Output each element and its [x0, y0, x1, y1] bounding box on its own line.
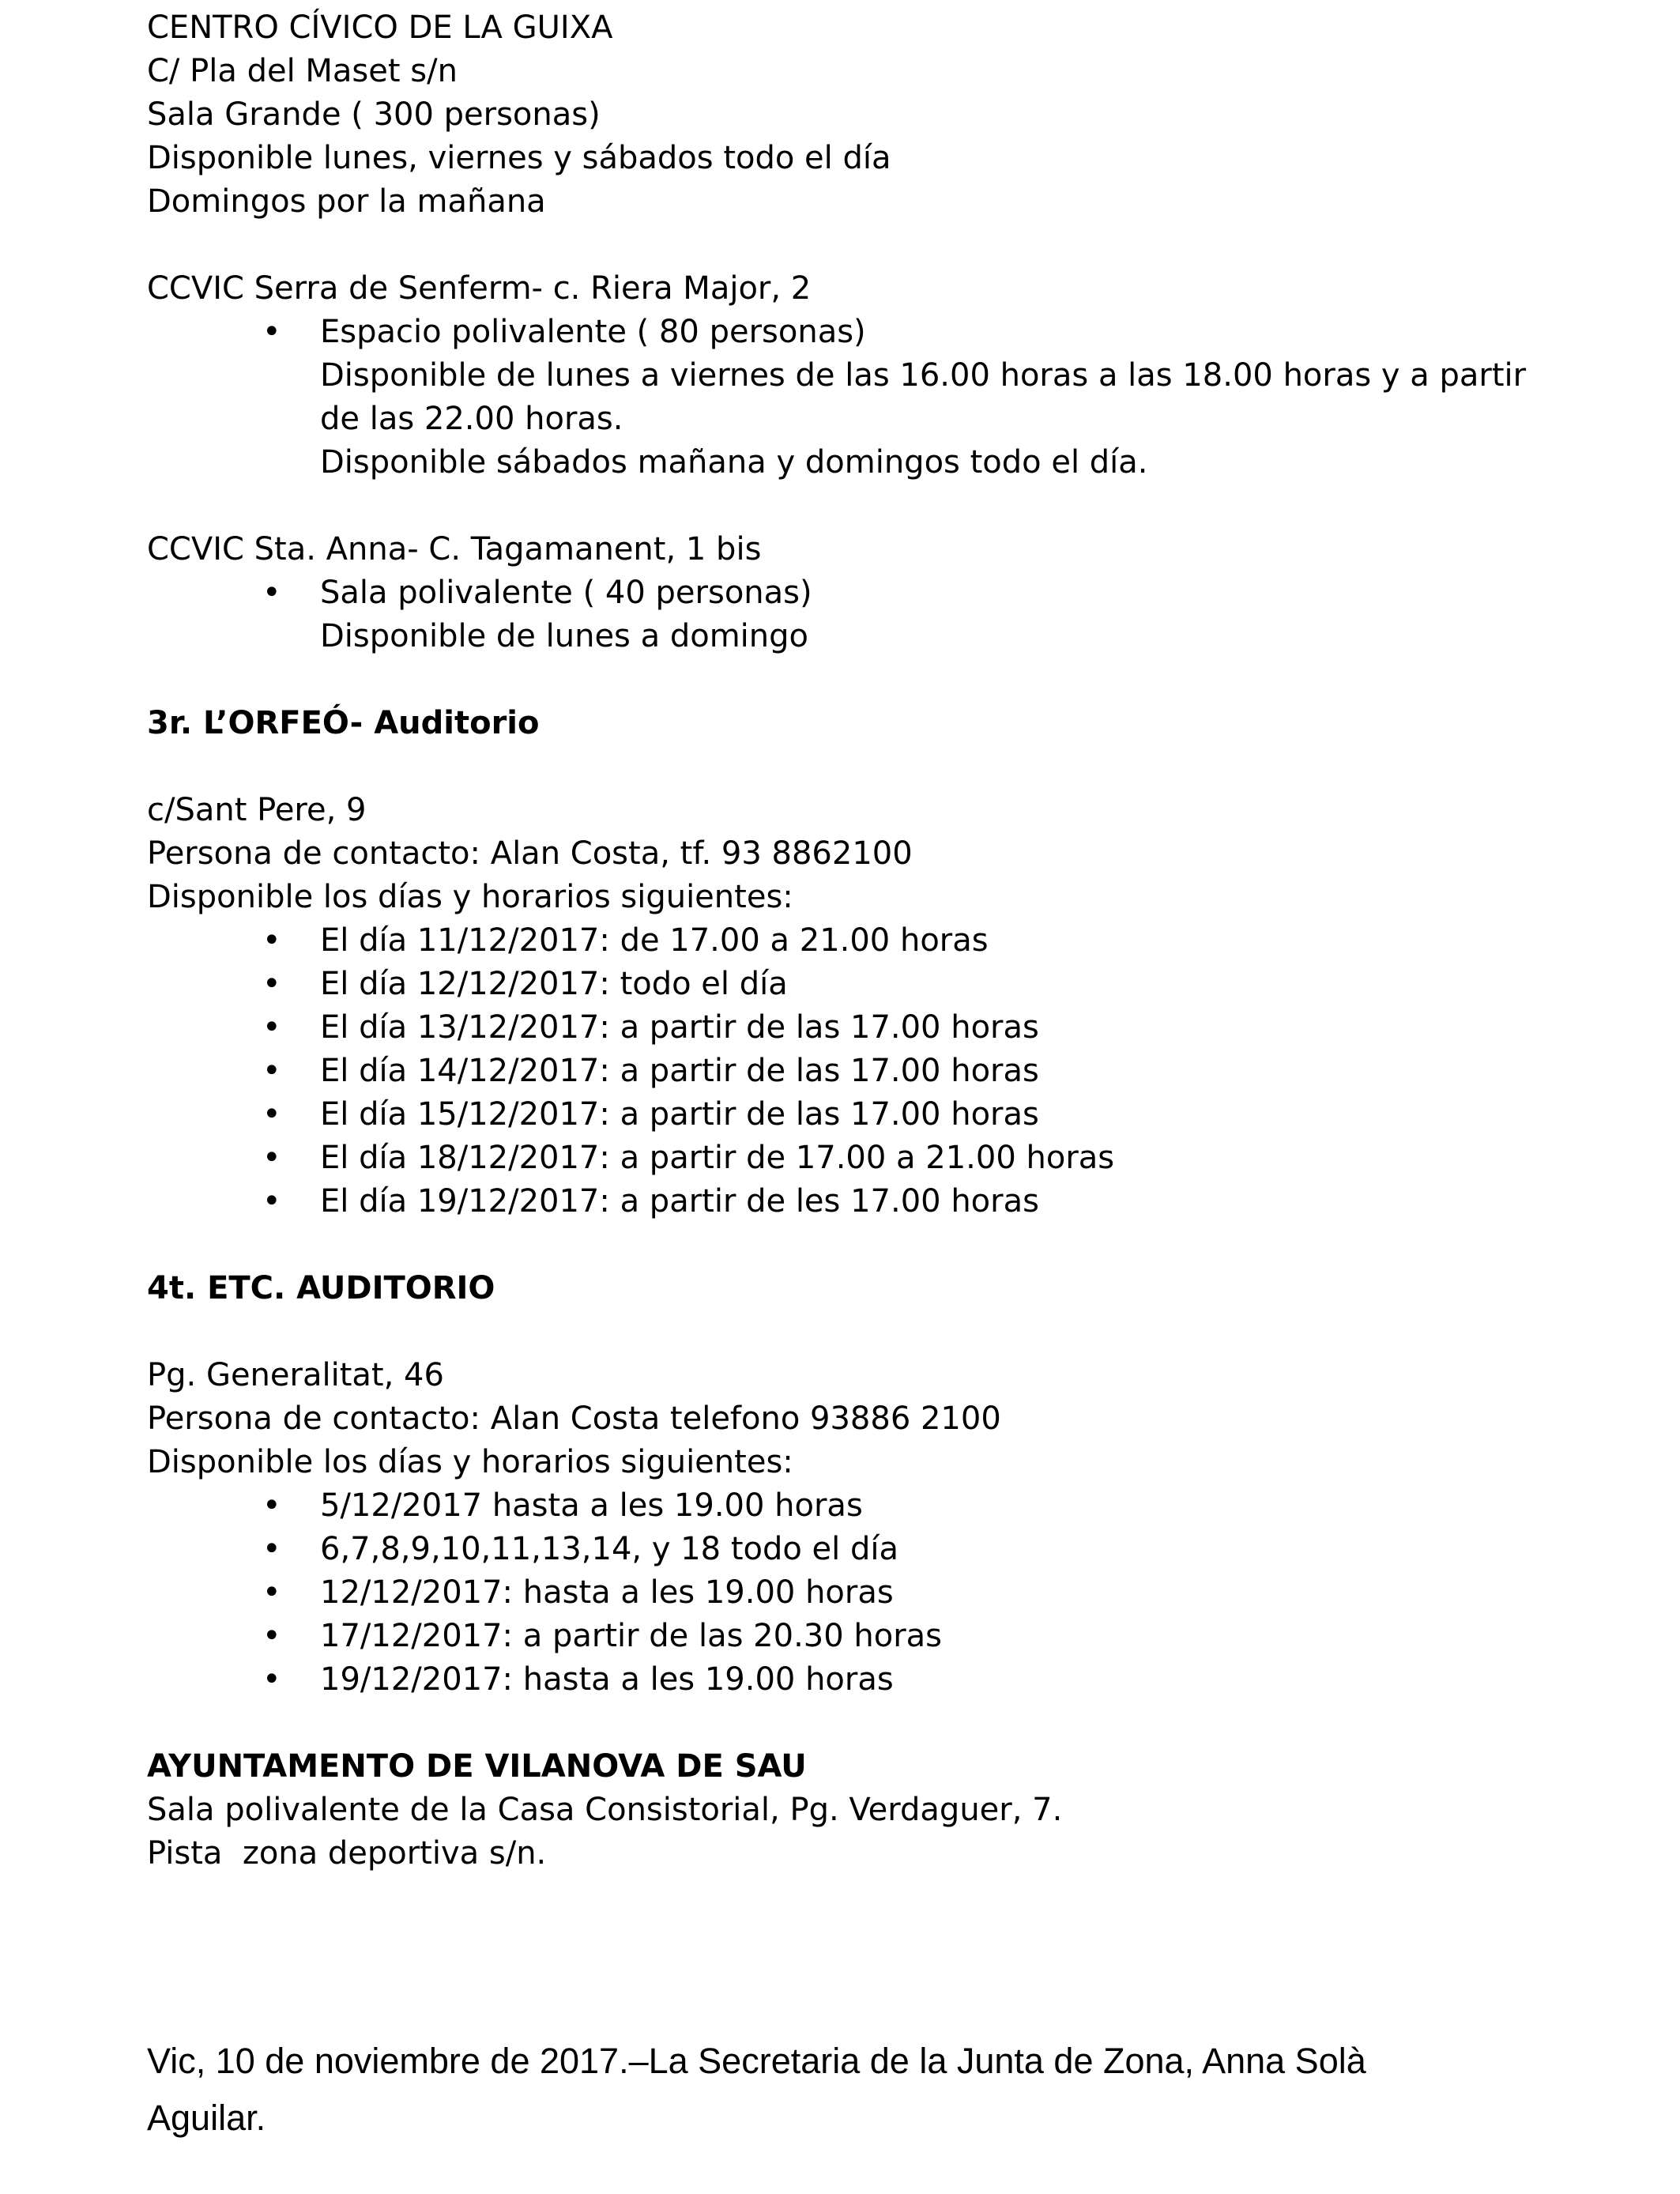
spacer — [147, 1310, 1617, 1354]
etc-intro: Disponible los días y horarios siguientes: — [147, 1444, 793, 1480]
list-item — [147, 1006, 1617, 1050]
guixa-availability-weekdays: Disponible lunes, viernes y sábados todo el día — [147, 140, 891, 176]
list-item — [147, 1093, 1617, 1137]
list-item — [147, 1137, 1617, 1180]
signature-line-2: Aguilar. — [147, 2098, 266, 2138]
schedule-item: 17/12/2017: a partir de las 20.30 horas — [320, 1618, 943, 1654]
etc-address: Pg. Generalitat, 46 — [147, 1357, 444, 1393]
schedule-item: El día 14/12/2017: a partir de las 17.00 horas — [320, 1053, 1039, 1089]
bullet-icon: • — [262, 1096, 281, 1133]
spacer — [147, 658, 1617, 702]
senferm-availability-cont: de las 22.00 horas. — [320, 401, 623, 437]
orfeo-schedule-list — [147, 919, 1617, 1223]
schedule-item: 6,7,8,9,10,11,13,14, y 18 todo el día — [320, 1531, 899, 1567]
list-item — [147, 1050, 1617, 1093]
bullet-icon: • — [262, 1183, 281, 1220]
orfeo-heading: 3r. L’ORFEÓ- Auditorio — [147, 705, 540, 741]
bullet-icon: • — [262, 1053, 281, 1089]
bullet-icon: • — [262, 1531, 281, 1567]
etc-heading: 4t. ETC. AUDITORIO — [147, 1270, 495, 1306]
senferm-list — [147, 311, 1617, 354]
spacer — [147, 484, 1617, 528]
section-guixa — [147, 6, 1617, 224]
schedule-item: El día 19/12/2017: a partir de les 17.00 horas — [320, 1183, 1039, 1220]
bullet-icon: • — [262, 1140, 281, 1176]
list-item — [147, 571, 1617, 615]
bullet-icon: • — [262, 1487, 281, 1524]
orfeo-contact: Persona de contacto: Alan Costa, tf. 93 8862100 — [147, 835, 913, 872]
spacer — [147, 224, 1617, 267]
spacer — [147, 1223, 1617, 1267]
vilanova-room: Sala polivalente de la Casa Consistorial, Pg. Verdaguer, 7. — [147, 1792, 1063, 1828]
schedule-item: El día 12/12/2017: todo el día — [320, 966, 788, 1002]
schedule-item: El día 11/12/2017: de 17.00 a 21.00 horas — [320, 922, 989, 959]
bullet-icon: • — [262, 1009, 281, 1046]
schedule-item: El día 18/12/2017: a partir de 17.00 a 21.00 horas — [320, 1140, 1115, 1176]
list-item — [147, 1615, 1617, 1658]
spacer — [147, 745, 1617, 789]
list-item — [147, 1658, 1617, 1702]
document-body — [147, 6, 1617, 1875]
schedule-item: El día 13/12/2017: a partir de las 17.00 horas — [320, 1009, 1039, 1046]
senferm-title: CCVIC Serra de Senferm- c. Riera Major, 2 — [147, 270, 812, 307]
section-etc — [147, 1267, 1617, 1702]
schedule-item: 5/12/2017 hasta a les 19.00 horas — [320, 1487, 863, 1524]
orfeo-intro: Disponible los días y horarios siguientes: — [147, 879, 793, 915]
senferm-room: Espacio polivalente ( 80 personas) — [320, 314, 866, 350]
bullet-icon: • — [262, 314, 281, 350]
list-item — [147, 963, 1617, 1006]
schedule-item: El día 15/12/2017: a partir de las 17.00 horas — [320, 1096, 1039, 1133]
signature-block — [147, 2033, 1617, 2147]
bullet-icon: • — [262, 922, 281, 959]
list-item — [147, 919, 1617, 963]
bullet-icon: • — [262, 1574, 281, 1611]
senferm-availability-weekend: Disponible sábados mañana y domingos todo el día. — [320, 444, 1148, 481]
section-vilanova — [147, 1745, 1617, 1875]
signature-line-1: Vic, 10 de noviembre de 2017.–La Secretaria de la Junta de Zona, Anna Solà — [147, 2041, 1366, 2081]
section-orfeo — [147, 702, 1617, 1223]
spacer — [147, 1702, 1617, 1745]
bullet-icon: • — [262, 575, 281, 611]
list-item — [147, 1528, 1617, 1571]
etc-schedule-list — [147, 1484, 1617, 1702]
santa-anna-availability: Disponible de lunes a domingo — [320, 618, 808, 654]
section-senferm — [147, 267, 1617, 484]
guixa-title: CENTRO CÍVICO DE LA GUIXA — [147, 9, 613, 46]
list-item — [147, 1484, 1617, 1528]
guixa-availability-sundays: Domingos por la mañana — [147, 183, 546, 220]
santa-anna-list — [147, 571, 1617, 615]
section-santa-anna — [147, 528, 1617, 658]
list-item — [147, 311, 1617, 354]
list-item — [147, 1571, 1617, 1615]
vilanova-heading: AYUNTAMENTO DE VILANOVA DE SAU — [147, 1748, 807, 1785]
orfeo-address: c/Sant Pere, 9 — [147, 792, 367, 828]
guixa-address: C/ Pla del Maset s/n — [147, 53, 458, 89]
bullet-icon: • — [262, 1661, 281, 1698]
santa-anna-room: Sala polivalente ( 40 personas) — [320, 575, 812, 611]
etc-contact: Persona de contacto: Alan Costa telefono 93886 2100 — [147, 1400, 1001, 1437]
schedule-item: 12/12/2017: hasta a les 19.00 horas — [320, 1574, 894, 1611]
bullet-icon: • — [262, 966, 281, 1002]
senferm-availability: Disponible de lunes a viernes de las 16.00 horas a las 18.00 horas y a partir — [320, 357, 1527, 394]
guixa-room: Sala Grande ( 300 personas) — [147, 96, 601, 133]
schedule-item: 19/12/2017: hasta a les 19.00 horas — [320, 1661, 894, 1698]
santa-anna-title: CCVIC Sta. Anna- C. Tagamanent, 1 bis — [147, 531, 762, 567]
list-item — [147, 1180, 1617, 1223]
vilanova-sports-track: Pista zona deportiva s/n. — [147, 1835, 547, 1872]
bullet-icon: • — [262, 1618, 281, 1654]
